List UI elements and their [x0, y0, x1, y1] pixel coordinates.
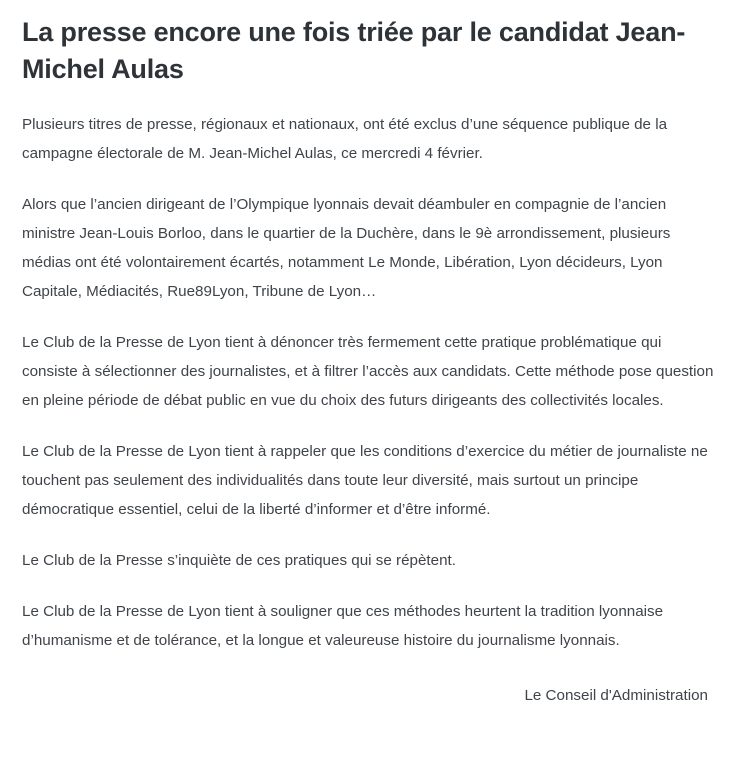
- article-paragraph: Plusieurs titres de presse, régionaux et nationaux, ont été exclus d’une séquence publique de la campagne électorale de M. Jean-Michel Aulas, ce mercredi 4 février.: [22, 116, 668, 162]
- article-paragraph: Le Club de la Presse de Lyon tient à dénoncer très fermement cette pratique problématique qui consiste à sélectionner des journalistes, et à filtrer l’accès aux candidats. Cette méthode pose question en pleine période de débat public en vue du choix des futurs dirigeants des collectivités locales.: [22, 334, 714, 409]
- article-paragraph: Le Club de la Presse de Lyon tient à souligner que ces méthodes heurtent la tradition lyonnaise d’humanisme et de tolérance, et la longue et valeureuse histoire du journalisme lyonnais.: [22, 603, 664, 649]
- article-body: [22, 110, 716, 655]
- article-paragraph: Alors que l’ancien dirigeant de l’Olympique lyonnais devait déambuler en compagnie de l’ancien ministre Jean-Louis Borloo, dans le quartier de la Duchère, dans le 9è arrondissement, plusieurs médias ont été volontairement écartés, notamment Le Monde, Libération, Lyon décideurs, Lyon Capitale, Médiacités, Rue89Lyon, Tribune de Lyon…: [22, 196, 671, 300]
- article-paragraph: Le Club de la Presse de Lyon tient à rappeler que les conditions d’exercice du métier de journaliste ne touchent pas seulement des individualités dans toute leur diversité, mais surtout un principe démocratique essentiel, celui de la liberté d’informer et d’être informé.: [22, 443, 708, 518]
- article-paragraph: Le Club de la Presse s’inquiète de ces pratiques qui se répètent.: [22, 552, 456, 569]
- article-signature: Le Conseil d'Administration: [524, 687, 708, 704]
- page-title: La presse encore une fois triée par le candidat Jean-Michel Aulas: [22, 17, 686, 84]
